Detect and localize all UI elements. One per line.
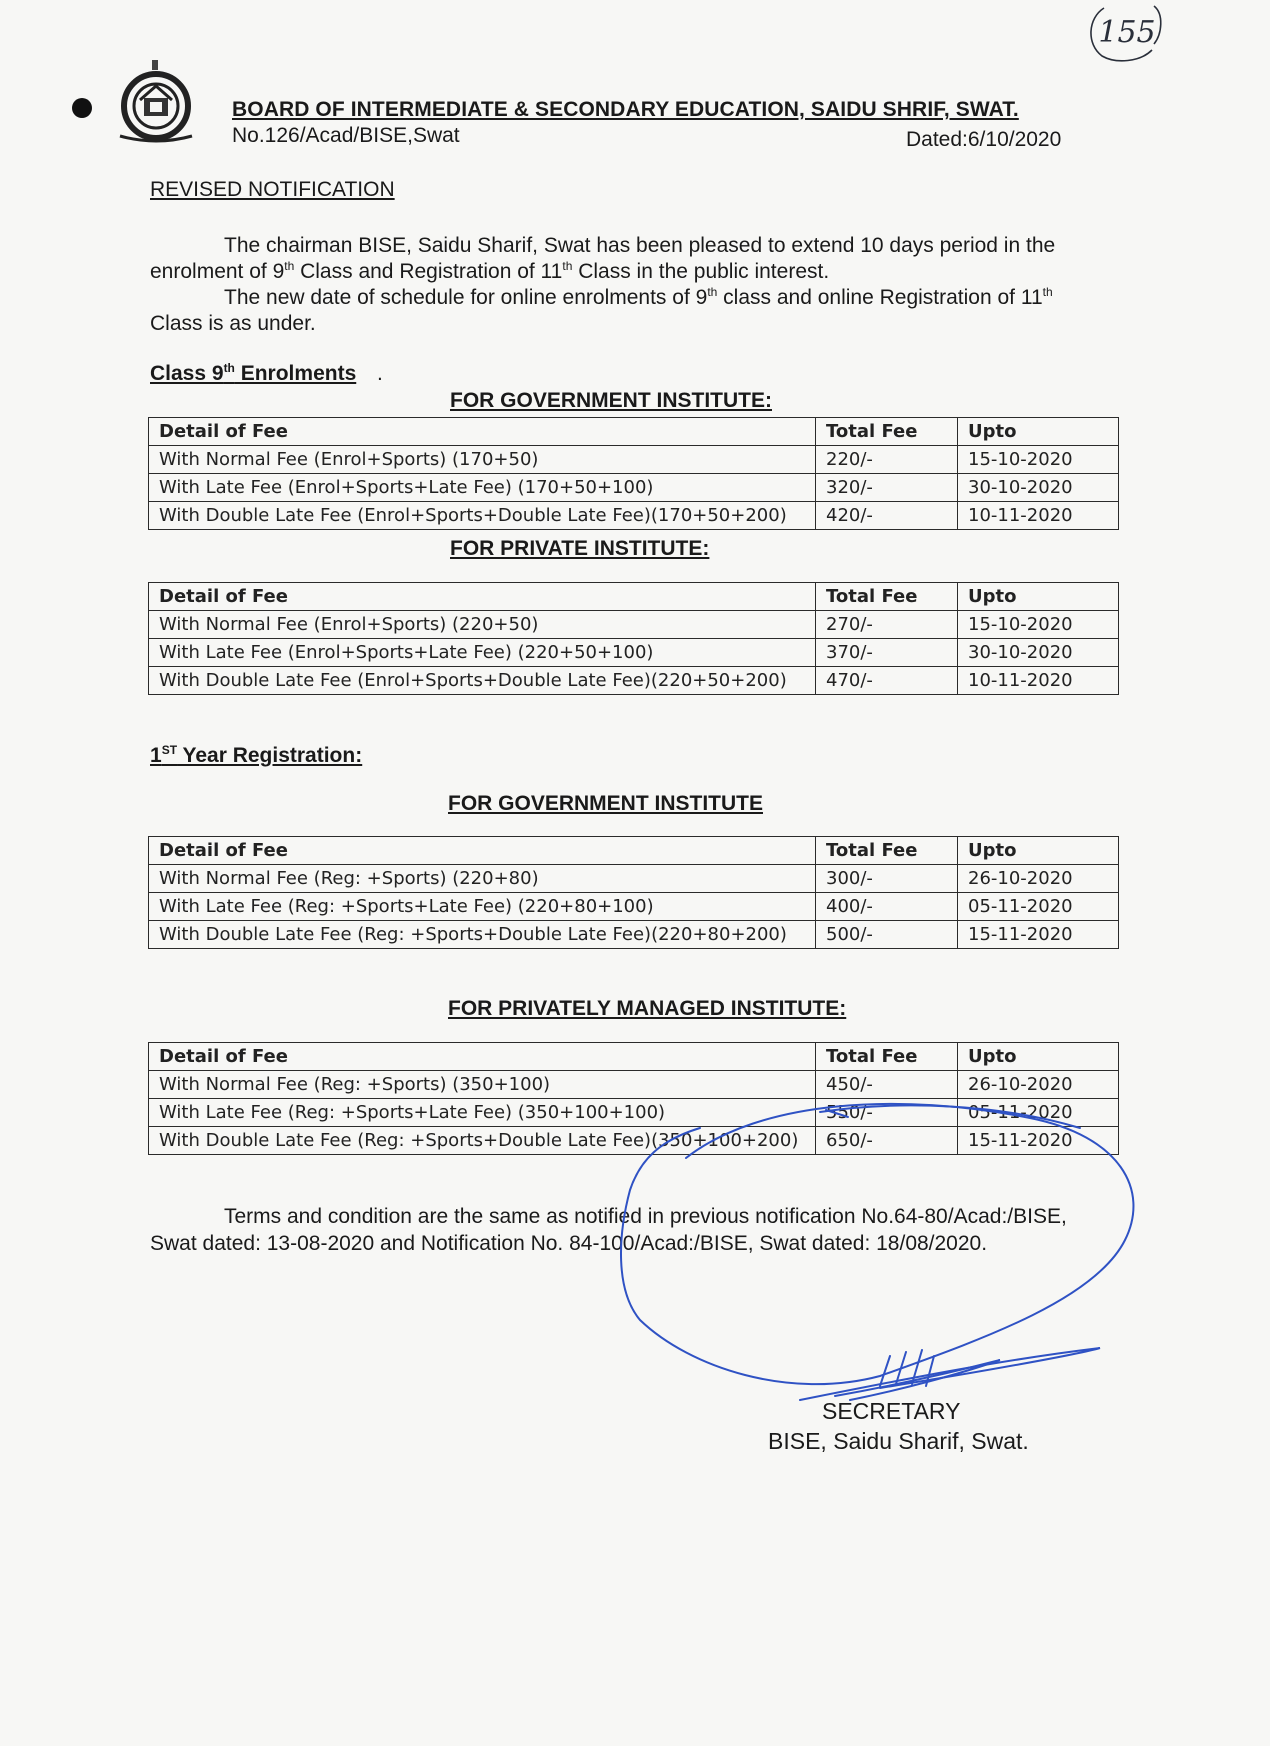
superscript: th (707, 285, 718, 299)
fee-upto-cell: 05-11-2020 (958, 893, 1119, 921)
terms-text: Terms and condition are the same as notified in previous notification No.64-80/Acad:/BISE, Swat dated: 13-08-2020 and Notification No. 84-100/Acad:/BISE, Swat dated: 18/08/2020. (150, 1205, 1067, 1255)
intro-paragraph (150, 233, 1100, 285)
fee-upto-cell: 15-11-2020 (958, 921, 1119, 949)
column-header-total: Total Fee (816, 583, 958, 611)
column-header-total: Total Fee (816, 1043, 958, 1071)
fee-upto-cell: 30-10-2020 (958, 474, 1119, 502)
board-logo-emblem (110, 56, 202, 148)
column-header-total: Total Fee (816, 418, 958, 446)
fee-detail-cell: With Normal Fee (Enrol+Sports) (170+50) (149, 446, 816, 474)
table-header-row (149, 837, 1119, 865)
private-institute-heading: FOR PRIVATE INSTITUTE: (450, 537, 710, 560)
column-header-upto: Upto (958, 837, 1119, 865)
gov-institute-heading-1: FOR GOVERNMENT INSTITUTE: (450, 389, 772, 412)
section-first-year-title: 1ST Year Registration: (150, 743, 363, 767)
privately-managed-heading: FOR PRIVATELY MANAGED INSTITUTE: (448, 997, 847, 1020)
fee-upto-cell: 26-10-2020 (958, 1071, 1119, 1099)
fee-upto-cell: 30-10-2020 (958, 639, 1119, 667)
table-row (149, 921, 1119, 949)
fee-total-cell: 300/- (816, 865, 958, 893)
fee-detail-cell: With Normal Fee (Enrol+Sports) (220+50) (149, 611, 816, 639)
fee-total-cell: 420/- (816, 502, 958, 530)
fee-detail-cell: With Late Fee (Enrol+Sports+Late Fee) (170+50+100) (149, 474, 816, 502)
fee-upto-cell: 15-11-2020 (958, 1127, 1119, 1155)
fee-detail-cell: With Double Late Fee (Enrol+Sports+Double Late Fee)(170+50+200) (149, 502, 816, 530)
fee-total-cell: 270/- (816, 611, 958, 639)
intro-text-2: Class and Registration of 11 (294, 260, 563, 283)
table-row (149, 446, 1119, 474)
fee-upto-cell: 10-11-2020 (958, 667, 1119, 695)
table-header-row (149, 418, 1119, 446)
fee-table-class9-government (148, 417, 1119, 530)
column-header-upto: Upto (958, 1043, 1119, 1071)
fee-total-cell: 470/- (816, 667, 958, 695)
fee-upto-cell: 15-10-2020 (958, 446, 1119, 474)
table-row (149, 1099, 1119, 1127)
fee-total-cell: 500/- (816, 921, 958, 949)
fee-table-first-year-government (148, 836, 1119, 949)
schedule-text-3: Class is as under. (150, 312, 316, 335)
column-header-total: Total Fee (816, 837, 958, 865)
fee-total-cell: 370/- (816, 639, 958, 667)
signatory-office: BISE, Saidu Sharif, Swat. (768, 1428, 1029, 1454)
notice-title: REVISED NOTIFICATION (150, 178, 395, 201)
fee-upto-cell: 10-11-2020 (958, 502, 1119, 530)
table-row (149, 1127, 1119, 1155)
table-header-row (149, 1043, 1119, 1071)
column-header-detail: Detail of Fee (149, 583, 816, 611)
column-header-detail: Detail of Fee (149, 837, 816, 865)
table-row (149, 611, 1119, 639)
fee-detail-cell: With Normal Fee (Reg: +Sports) (220+80) (149, 865, 816, 893)
table-row (149, 1071, 1119, 1099)
fee-total-cell: 650/- (816, 1127, 958, 1155)
table-row (149, 639, 1119, 667)
fee-detail-cell: With Double Late Fee (Reg: +Sports+Double Late Fee)(350+100+200) (149, 1127, 816, 1155)
schedule-paragraph (150, 285, 1100, 337)
table-row (149, 865, 1119, 893)
fee-detail-cell: With Late Fee (Reg: +Sports+Late Fee) (220+80+100) (149, 893, 816, 921)
fee-detail-cell: With Late Fee (Enrol+Sports+Late Fee) (220+50+100) (149, 639, 816, 667)
terms-paragraph (150, 1203, 1100, 1257)
fee-table-class9-private (148, 582, 1119, 695)
fee-detail-cell: With Double Late Fee (Reg: +Sports+Double Late Fee)(220+80+200) (149, 921, 816, 949)
fee-detail-cell: With Double Late Fee (Enrol+Sports+Double Late Fee)(220+50+200) (149, 667, 816, 695)
section-class-9-title: Class 9th Enrolments (150, 361, 357, 385)
organization-title: BOARD OF INTERMEDIATE & SECONDARY EDUCATION, SAIDU SHRIF, SWAT. (232, 98, 1019, 121)
fee-upto-cell: 15-10-2020 (958, 611, 1119, 639)
table-row (149, 667, 1119, 695)
superscript: th (284, 259, 295, 273)
bullet-dot (72, 98, 92, 118)
section-class-9-period: . (377, 362, 383, 385)
superscript: th (562, 259, 573, 273)
page-number: 155 (1098, 15, 1156, 50)
fee-upto-cell: 26-10-2020 (958, 865, 1119, 893)
table-row (149, 474, 1119, 502)
fee-total-cell: 550/- (816, 1099, 958, 1127)
reference-number: No.126/Acad/BISE,Swat (232, 124, 460, 147)
intro-text-3: Class in the public interest. (572, 260, 830, 283)
intro-text-1: The chairman BISE, Saidu Sharif, Swat has been pleased to extend 10 days period in the enrolment of 9 (150, 234, 1056, 283)
table-row (149, 502, 1119, 530)
fee-detail-cell: With Normal Fee (Reg: +Sports) (350+100) (149, 1071, 816, 1099)
schedule-text-1: The new date of schedule for online enrolments of 9 (224, 286, 708, 309)
table-row (149, 893, 1119, 921)
gov-institute-heading-2: FOR GOVERNMENT INSTITUTE (448, 792, 763, 815)
column-header-upto: Upto (958, 583, 1119, 611)
fee-detail-cell: With Late Fee (Reg: +Sports+Late Fee) (350+100+100) (149, 1099, 816, 1127)
fee-upto-cell: 05-11-2020 (958, 1099, 1119, 1127)
column-header-detail: Detail of Fee (149, 1043, 816, 1071)
notification-date: Dated:6/10/2020 (906, 128, 1062, 151)
fee-table-first-year-private (148, 1042, 1119, 1155)
fee-total-cell: 220/- (816, 446, 958, 474)
fee-total-cell: 320/- (816, 474, 958, 502)
signatory-title: SECRETARY (822, 1398, 961, 1424)
fee-total-cell: 450/- (816, 1071, 958, 1099)
fee-total-cell: 400/- (816, 893, 958, 921)
schedule-text-2: class and online Registration of 11 (717, 286, 1043, 309)
table-header-row (149, 583, 1119, 611)
column-header-upto: Upto (958, 418, 1119, 446)
column-header-detail: Detail of Fee (149, 418, 816, 446)
superscript: th (1042, 285, 1053, 299)
